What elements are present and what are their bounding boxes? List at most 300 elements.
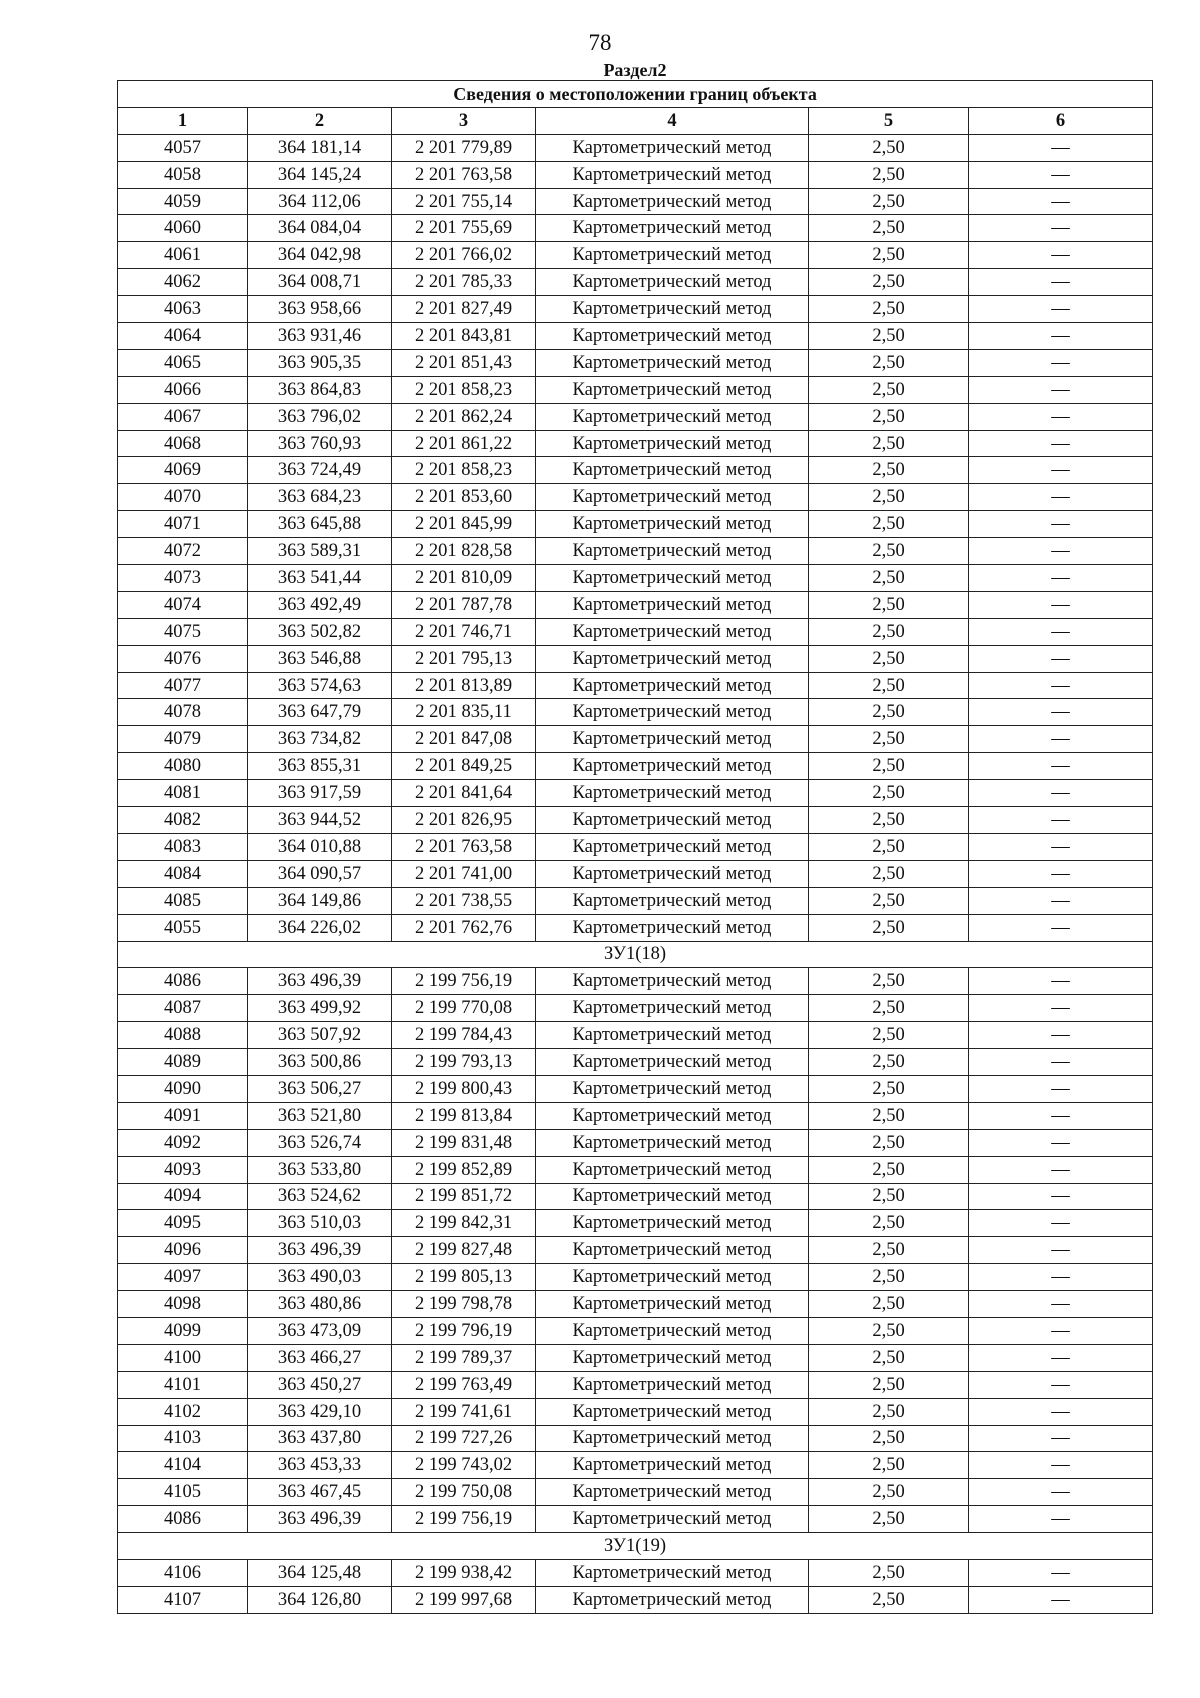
description-cell: — xyxy=(969,995,1153,1022)
method-cell: Картометрический метод xyxy=(536,995,809,1022)
accuracy-cell: 2,50 xyxy=(809,995,969,1022)
accuracy-cell: 2,50 xyxy=(809,511,969,538)
y-coordinate-cell: 2 201 858,23 xyxy=(392,376,536,403)
description-cell: — xyxy=(969,645,1153,672)
x-coordinate-cell: 363 490,03 xyxy=(248,1264,392,1291)
point-number-cell: 4096 xyxy=(118,1237,248,1264)
point-number-cell: 4061 xyxy=(118,242,248,269)
x-coordinate-cell: 363 931,46 xyxy=(248,323,392,350)
point-number-cell: 4106 xyxy=(118,1559,248,1586)
description-cell: — xyxy=(969,1398,1153,1425)
point-number-cell: 4058 xyxy=(118,161,248,188)
table-row xyxy=(118,780,1153,807)
table-row xyxy=(118,1506,1153,1533)
table-row xyxy=(118,1183,1153,1210)
description-cell: — xyxy=(969,1425,1153,1452)
accuracy-cell: 2,50 xyxy=(809,349,969,376)
x-coordinate-cell: 363 645,88 xyxy=(248,511,392,538)
table-row xyxy=(118,484,1153,511)
x-coordinate-cell: 363 541,44 xyxy=(248,565,392,592)
page-number: 78 xyxy=(588,30,612,55)
x-coordinate-cell: 363 864,83 xyxy=(248,376,392,403)
x-coordinate-cell: 363 453,33 xyxy=(248,1452,392,1479)
accuracy-cell: 2,50 xyxy=(809,1075,969,1102)
accuracy-cell: 2,50 xyxy=(809,1291,969,1318)
y-coordinate-cell: 2 199 793,13 xyxy=(392,1049,536,1076)
method-cell: Картометрический метод xyxy=(536,161,809,188)
method-cell: Картометрический метод xyxy=(536,1479,809,1506)
description-cell: — xyxy=(969,349,1153,376)
x-coordinate-cell: 364 125,48 xyxy=(248,1559,392,1586)
method-cell: Картометрический метод xyxy=(536,430,809,457)
table-row xyxy=(118,699,1153,726)
method-cell: Картометрический метод xyxy=(536,1049,809,1076)
method-cell: Картометрический метод xyxy=(536,618,809,645)
x-coordinate-cell: 363 526,74 xyxy=(248,1129,392,1156)
method-cell: Картометрический метод xyxy=(536,591,809,618)
x-coordinate-cell: 363 437,80 xyxy=(248,1425,392,1452)
table-row xyxy=(118,161,1153,188)
y-coordinate-cell: 2 201 741,00 xyxy=(392,860,536,887)
y-coordinate-cell: 2 201 853,60 xyxy=(392,484,536,511)
y-coordinate-cell: 2 201 763,58 xyxy=(392,833,536,860)
method-cell: Картометрический метод xyxy=(536,1156,809,1183)
y-coordinate-cell: 2 199 750,08 xyxy=(392,1479,536,1506)
accuracy-cell: 2,50 xyxy=(809,242,969,269)
method-cell: Картометрический метод xyxy=(536,1210,809,1237)
point-number-cell: 4094 xyxy=(118,1183,248,1210)
description-cell: — xyxy=(969,1210,1153,1237)
method-cell: Картометрический метод xyxy=(536,1506,809,1533)
point-number-cell: 4082 xyxy=(118,807,248,834)
accuracy-cell: 2,50 xyxy=(809,1559,969,1586)
table-row xyxy=(118,1317,1153,1344)
point-number-cell: 4064 xyxy=(118,323,248,350)
y-coordinate-cell: 2 199 784,43 xyxy=(392,1022,536,1049)
y-coordinate-cell: 2 201 810,09 xyxy=(392,565,536,592)
point-number-cell: 4068 xyxy=(118,430,248,457)
point-number-cell: 4084 xyxy=(118,860,248,887)
table-row xyxy=(118,726,1153,753)
method-cell: Картометрический метод xyxy=(536,538,809,565)
table-row xyxy=(118,1291,1153,1318)
accuracy-cell: 2,50 xyxy=(809,1344,969,1371)
y-coordinate-cell: 2 199 938,42 xyxy=(392,1559,536,1586)
method-cell: Картометрический метод xyxy=(536,672,809,699)
description-cell: — xyxy=(969,1183,1153,1210)
x-coordinate-cell: 363 724,49 xyxy=(248,457,392,484)
method-cell: Картометрический метод xyxy=(536,1452,809,1479)
method-cell: Картометрический метод xyxy=(536,269,809,296)
x-coordinate-cell: 363 467,45 xyxy=(248,1479,392,1506)
method-cell: Картометрический метод xyxy=(536,860,809,887)
table-row xyxy=(118,511,1153,538)
description-cell: — xyxy=(969,484,1153,511)
y-coordinate-cell: 2 201 858,23 xyxy=(392,457,536,484)
column-header: 6 xyxy=(969,107,1153,134)
x-coordinate-cell: 363 855,31 xyxy=(248,753,392,780)
point-number-cell: 4095 xyxy=(118,1210,248,1237)
accuracy-cell: 2,50 xyxy=(809,833,969,860)
description-cell: — xyxy=(969,242,1153,269)
accuracy-cell: 2,50 xyxy=(809,807,969,834)
point-number-cell: 4087 xyxy=(118,995,248,1022)
description-cell: — xyxy=(969,565,1153,592)
method-cell: Картометрический метод xyxy=(536,349,809,376)
y-coordinate-cell: 2 201 861,22 xyxy=(392,430,536,457)
table-row xyxy=(118,914,1153,941)
method-cell: Картометрический метод xyxy=(536,1237,809,1264)
x-coordinate-cell: 364 112,06 xyxy=(248,188,392,215)
y-coordinate-cell: 2 199 727,26 xyxy=(392,1425,536,1452)
x-coordinate-cell: 364 145,24 xyxy=(248,161,392,188)
accuracy-cell: 2,50 xyxy=(809,1183,969,1210)
x-coordinate-cell: 363 429,10 xyxy=(248,1398,392,1425)
y-coordinate-cell: 2 201 835,11 xyxy=(392,699,536,726)
y-coordinate-cell: 2 199 756,19 xyxy=(392,1506,536,1533)
table-row xyxy=(118,269,1153,296)
point-number-cell: 4086 xyxy=(118,1506,248,1533)
section-title: Раздел2 xyxy=(603,60,667,80)
point-number-cell: 4060 xyxy=(118,215,248,242)
x-coordinate-cell: 364 084,04 xyxy=(248,215,392,242)
description-cell: — xyxy=(969,376,1153,403)
group-header-row xyxy=(118,1533,1153,1560)
x-coordinate-cell: 363 480,86 xyxy=(248,1291,392,1318)
table-row xyxy=(118,1237,1153,1264)
method-cell: Картометрический метод xyxy=(536,1264,809,1291)
x-coordinate-cell: 363 760,93 xyxy=(248,430,392,457)
accuracy-cell: 2,50 xyxy=(809,672,969,699)
accuracy-cell: 2,50 xyxy=(809,1586,969,1613)
description-cell: — xyxy=(969,618,1153,645)
y-coordinate-cell: 2 201 755,14 xyxy=(392,188,536,215)
point-number-cell: 4073 xyxy=(118,565,248,592)
table-row xyxy=(118,1129,1153,1156)
x-coordinate-cell: 363 574,63 xyxy=(248,672,392,699)
description-cell: — xyxy=(969,833,1153,860)
point-number-cell: 4102 xyxy=(118,1398,248,1425)
description-cell: — xyxy=(969,403,1153,430)
table-row xyxy=(118,538,1153,565)
description-cell: — xyxy=(969,726,1153,753)
y-coordinate-cell: 2 201 862,24 xyxy=(392,403,536,430)
accuracy-cell: 2,50 xyxy=(809,1479,969,1506)
description-cell: — xyxy=(969,1452,1153,1479)
y-coordinate-cell: 2 201 827,49 xyxy=(392,296,536,323)
table-row xyxy=(118,833,1153,860)
method-cell: Картометрический метод xyxy=(536,1559,809,1586)
boundary-coordinates-table xyxy=(117,80,1153,1614)
description-cell: — xyxy=(969,323,1153,350)
point-number-cell: 4072 xyxy=(118,538,248,565)
x-coordinate-cell: 363 496,39 xyxy=(248,1506,392,1533)
table-row xyxy=(118,995,1153,1022)
x-coordinate-cell: 363 533,80 xyxy=(248,1156,392,1183)
y-coordinate-cell: 2 201 779,89 xyxy=(392,134,536,161)
table-row xyxy=(118,672,1153,699)
point-number-cell: 4085 xyxy=(118,887,248,914)
table-row xyxy=(118,618,1153,645)
table-row xyxy=(118,1559,1153,1586)
table-row xyxy=(118,1344,1153,1371)
accuracy-cell: 2,50 xyxy=(809,726,969,753)
table-row xyxy=(118,403,1153,430)
method-cell: Картометрический метод xyxy=(536,565,809,592)
point-number-cell: 4063 xyxy=(118,296,248,323)
table-row xyxy=(118,215,1153,242)
table-row xyxy=(118,349,1153,376)
description-cell: — xyxy=(969,1102,1153,1129)
column-header: 3 xyxy=(392,107,536,134)
description-cell: — xyxy=(969,914,1153,941)
point-number-cell: 4057 xyxy=(118,134,248,161)
description-cell: — xyxy=(969,1317,1153,1344)
point-number-cell: 4071 xyxy=(118,511,248,538)
x-coordinate-cell: 363 502,82 xyxy=(248,618,392,645)
point-number-cell: 4076 xyxy=(118,645,248,672)
method-cell: Картометрический метод xyxy=(536,753,809,780)
x-coordinate-cell: 363 944,52 xyxy=(248,807,392,834)
description-cell: — xyxy=(969,134,1153,161)
table-caption-row xyxy=(118,81,1153,108)
table-row xyxy=(118,323,1153,350)
accuracy-cell: 2,50 xyxy=(809,296,969,323)
y-coordinate-cell: 2 199 827,48 xyxy=(392,1237,536,1264)
table-row xyxy=(118,1156,1153,1183)
y-coordinate-cell: 2 201 841,64 xyxy=(392,780,536,807)
point-number-cell: 4080 xyxy=(118,753,248,780)
point-number-cell: 4104 xyxy=(118,1452,248,1479)
method-cell: Картометрический метод xyxy=(536,833,809,860)
table-row xyxy=(118,1049,1153,1076)
description-cell: — xyxy=(969,672,1153,699)
y-coordinate-cell: 2 201 763,58 xyxy=(392,161,536,188)
accuracy-cell: 2,50 xyxy=(809,1264,969,1291)
point-number-cell: 4091 xyxy=(118,1102,248,1129)
x-coordinate-cell: 363 524,62 xyxy=(248,1183,392,1210)
method-cell: Картометрический метод xyxy=(536,726,809,753)
x-coordinate-cell: 363 684,23 xyxy=(248,484,392,511)
table-row xyxy=(118,457,1153,484)
method-cell: Картометрический метод xyxy=(536,403,809,430)
accuracy-cell: 2,50 xyxy=(809,1317,969,1344)
accuracy-cell: 2,50 xyxy=(809,1049,969,1076)
method-cell: Картометрический метод xyxy=(536,914,809,941)
y-coordinate-cell: 2 201 795,13 xyxy=(392,645,536,672)
x-coordinate-cell: 364 042,98 xyxy=(248,242,392,269)
point-number-cell: 4079 xyxy=(118,726,248,753)
method-cell: Картометрический метод xyxy=(536,1022,809,1049)
method-cell: Картометрический метод xyxy=(536,780,809,807)
y-coordinate-cell: 2 199 756,19 xyxy=(392,968,536,995)
x-coordinate-cell: 364 008,71 xyxy=(248,269,392,296)
table-row xyxy=(118,376,1153,403)
x-coordinate-cell: 363 521,80 xyxy=(248,1102,392,1129)
y-coordinate-cell: 2 201 847,08 xyxy=(392,726,536,753)
accuracy-cell: 2,50 xyxy=(809,591,969,618)
method-cell: Картометрический метод xyxy=(536,484,809,511)
y-coordinate-cell: 2 201 828,58 xyxy=(392,538,536,565)
x-coordinate-cell: 364 090,57 xyxy=(248,860,392,887)
x-coordinate-cell: 363 473,09 xyxy=(248,1317,392,1344)
x-coordinate-cell: 363 905,35 xyxy=(248,349,392,376)
point-number-cell: 4081 xyxy=(118,780,248,807)
description-cell: — xyxy=(969,296,1153,323)
accuracy-cell: 2,50 xyxy=(809,968,969,995)
group-header-row xyxy=(118,941,1153,968)
y-coordinate-cell: 2 199 743,02 xyxy=(392,1452,536,1479)
description-cell: — xyxy=(969,188,1153,215)
method-cell: Картометрический метод xyxy=(536,1129,809,1156)
table-row xyxy=(118,807,1153,834)
description-cell: — xyxy=(969,430,1153,457)
group-label: ЗУ1(18) xyxy=(118,941,1153,968)
x-coordinate-cell: 363 499,92 xyxy=(248,995,392,1022)
method-cell: Картометрический метод xyxy=(536,1586,809,1613)
description-cell: — xyxy=(969,1022,1153,1049)
y-coordinate-cell: 2 199 851,72 xyxy=(392,1183,536,1210)
description-cell: — xyxy=(969,1479,1153,1506)
method-cell: Картометрический метод xyxy=(536,511,809,538)
table-row xyxy=(118,242,1153,269)
description-cell: — xyxy=(969,887,1153,914)
point-number-cell: 4089 xyxy=(118,1049,248,1076)
accuracy-cell: 2,50 xyxy=(809,1129,969,1156)
description-cell: — xyxy=(969,1129,1153,1156)
point-number-cell: 4097 xyxy=(118,1264,248,1291)
point-number-cell: 4090 xyxy=(118,1075,248,1102)
accuracy-cell: 2,50 xyxy=(809,403,969,430)
point-number-cell: 4062 xyxy=(118,269,248,296)
x-coordinate-cell: 363 546,88 xyxy=(248,645,392,672)
table-row xyxy=(118,296,1153,323)
method-cell: Картометрический метод xyxy=(536,699,809,726)
description-cell: — xyxy=(969,1371,1153,1398)
method-cell: Картометрический метод xyxy=(536,1398,809,1425)
description-cell: — xyxy=(969,1559,1153,1586)
method-cell: Картометрический метод xyxy=(536,807,809,834)
table-row xyxy=(118,430,1153,457)
x-coordinate-cell: 363 507,92 xyxy=(248,1022,392,1049)
y-coordinate-cell: 2 199 842,31 xyxy=(392,1210,536,1237)
point-number-cell: 4065 xyxy=(118,349,248,376)
accuracy-cell: 2,50 xyxy=(809,430,969,457)
table-row xyxy=(118,134,1153,161)
table-row xyxy=(118,968,1153,995)
y-coordinate-cell: 2 199 796,19 xyxy=(392,1317,536,1344)
description-cell: — xyxy=(969,1344,1153,1371)
accuracy-cell: 2,50 xyxy=(809,1398,969,1425)
point-number-cell: 4078 xyxy=(118,699,248,726)
y-coordinate-cell: 2 201 766,02 xyxy=(392,242,536,269)
table-caption: Сведения о местоположении границ объекта xyxy=(118,81,1153,108)
x-coordinate-cell: 363 917,59 xyxy=(248,780,392,807)
accuracy-cell: 2,50 xyxy=(809,457,969,484)
x-coordinate-cell: 364 126,80 xyxy=(248,1586,392,1613)
description-cell: — xyxy=(969,591,1153,618)
table-row xyxy=(118,1075,1153,1102)
accuracy-cell: 2,50 xyxy=(809,1022,969,1049)
description-cell: — xyxy=(969,538,1153,565)
table-row xyxy=(118,1425,1153,1452)
column-header: 1 xyxy=(118,107,248,134)
point-number-cell: 4107 xyxy=(118,1586,248,1613)
y-coordinate-cell: 2 199 763,49 xyxy=(392,1371,536,1398)
x-coordinate-cell: 364 149,86 xyxy=(248,887,392,914)
description-cell: — xyxy=(969,860,1153,887)
point-number-cell: 4105 xyxy=(118,1479,248,1506)
x-coordinate-cell: 363 450,27 xyxy=(248,1371,392,1398)
description-cell: — xyxy=(969,1264,1153,1291)
point-number-cell: 4066 xyxy=(118,376,248,403)
x-coordinate-cell: 364 226,02 xyxy=(248,914,392,941)
point-number-cell: 4088 xyxy=(118,1022,248,1049)
table-row xyxy=(118,753,1153,780)
y-coordinate-cell: 2 199 805,13 xyxy=(392,1264,536,1291)
point-number-cell: 4055 xyxy=(118,914,248,941)
table-row xyxy=(118,1210,1153,1237)
point-number-cell: 4070 xyxy=(118,484,248,511)
point-number-cell: 4075 xyxy=(118,618,248,645)
y-coordinate-cell: 2 199 770,08 xyxy=(392,995,536,1022)
description-cell: — xyxy=(969,1237,1153,1264)
table-row xyxy=(118,645,1153,672)
table-row xyxy=(118,1452,1153,1479)
y-coordinate-cell: 2 201 813,89 xyxy=(392,672,536,699)
description-cell: — xyxy=(969,753,1153,780)
method-cell: Картометрический метод xyxy=(536,376,809,403)
accuracy-cell: 2,50 xyxy=(809,780,969,807)
point-number-cell: 4098 xyxy=(118,1291,248,1318)
table-row xyxy=(118,1586,1153,1613)
description-cell: — xyxy=(969,1506,1153,1533)
method-cell: Картометрический метод xyxy=(536,887,809,914)
x-coordinate-cell: 363 500,86 xyxy=(248,1049,392,1076)
description-cell: — xyxy=(969,1156,1153,1183)
x-coordinate-cell: 363 796,02 xyxy=(248,403,392,430)
table-row xyxy=(118,1022,1153,1049)
accuracy-cell: 2,50 xyxy=(809,860,969,887)
method-cell: Картометрический метод xyxy=(536,1075,809,1102)
y-coordinate-cell: 2 199 798,78 xyxy=(392,1291,536,1318)
column-header-row xyxy=(118,107,1153,134)
method-cell: Картометрический метод xyxy=(536,968,809,995)
description-cell: — xyxy=(969,968,1153,995)
method-cell: Картометрический метод xyxy=(536,323,809,350)
y-coordinate-cell: 2 199 852,89 xyxy=(392,1156,536,1183)
method-cell: Картометрический метод xyxy=(536,1183,809,1210)
x-coordinate-cell: 363 958,66 xyxy=(248,296,392,323)
accuracy-cell: 2,50 xyxy=(809,1102,969,1129)
table-body xyxy=(118,134,1153,1613)
column-header: 5 xyxy=(809,107,969,134)
accuracy-cell: 2,50 xyxy=(809,376,969,403)
description-cell: — xyxy=(969,161,1153,188)
accuracy-cell: 2,50 xyxy=(809,215,969,242)
accuracy-cell: 2,50 xyxy=(809,134,969,161)
table-row xyxy=(118,591,1153,618)
method-cell: Картометрический метод xyxy=(536,242,809,269)
point-number-cell: 4103 xyxy=(118,1425,248,1452)
accuracy-cell: 2,50 xyxy=(809,1156,969,1183)
accuracy-cell: 2,50 xyxy=(809,323,969,350)
x-coordinate-cell: 364 181,14 xyxy=(248,134,392,161)
method-cell: Картометрический метод xyxy=(536,457,809,484)
point-number-cell: 4059 xyxy=(118,188,248,215)
description-cell: — xyxy=(969,1291,1153,1318)
accuracy-cell: 2,50 xyxy=(809,1371,969,1398)
